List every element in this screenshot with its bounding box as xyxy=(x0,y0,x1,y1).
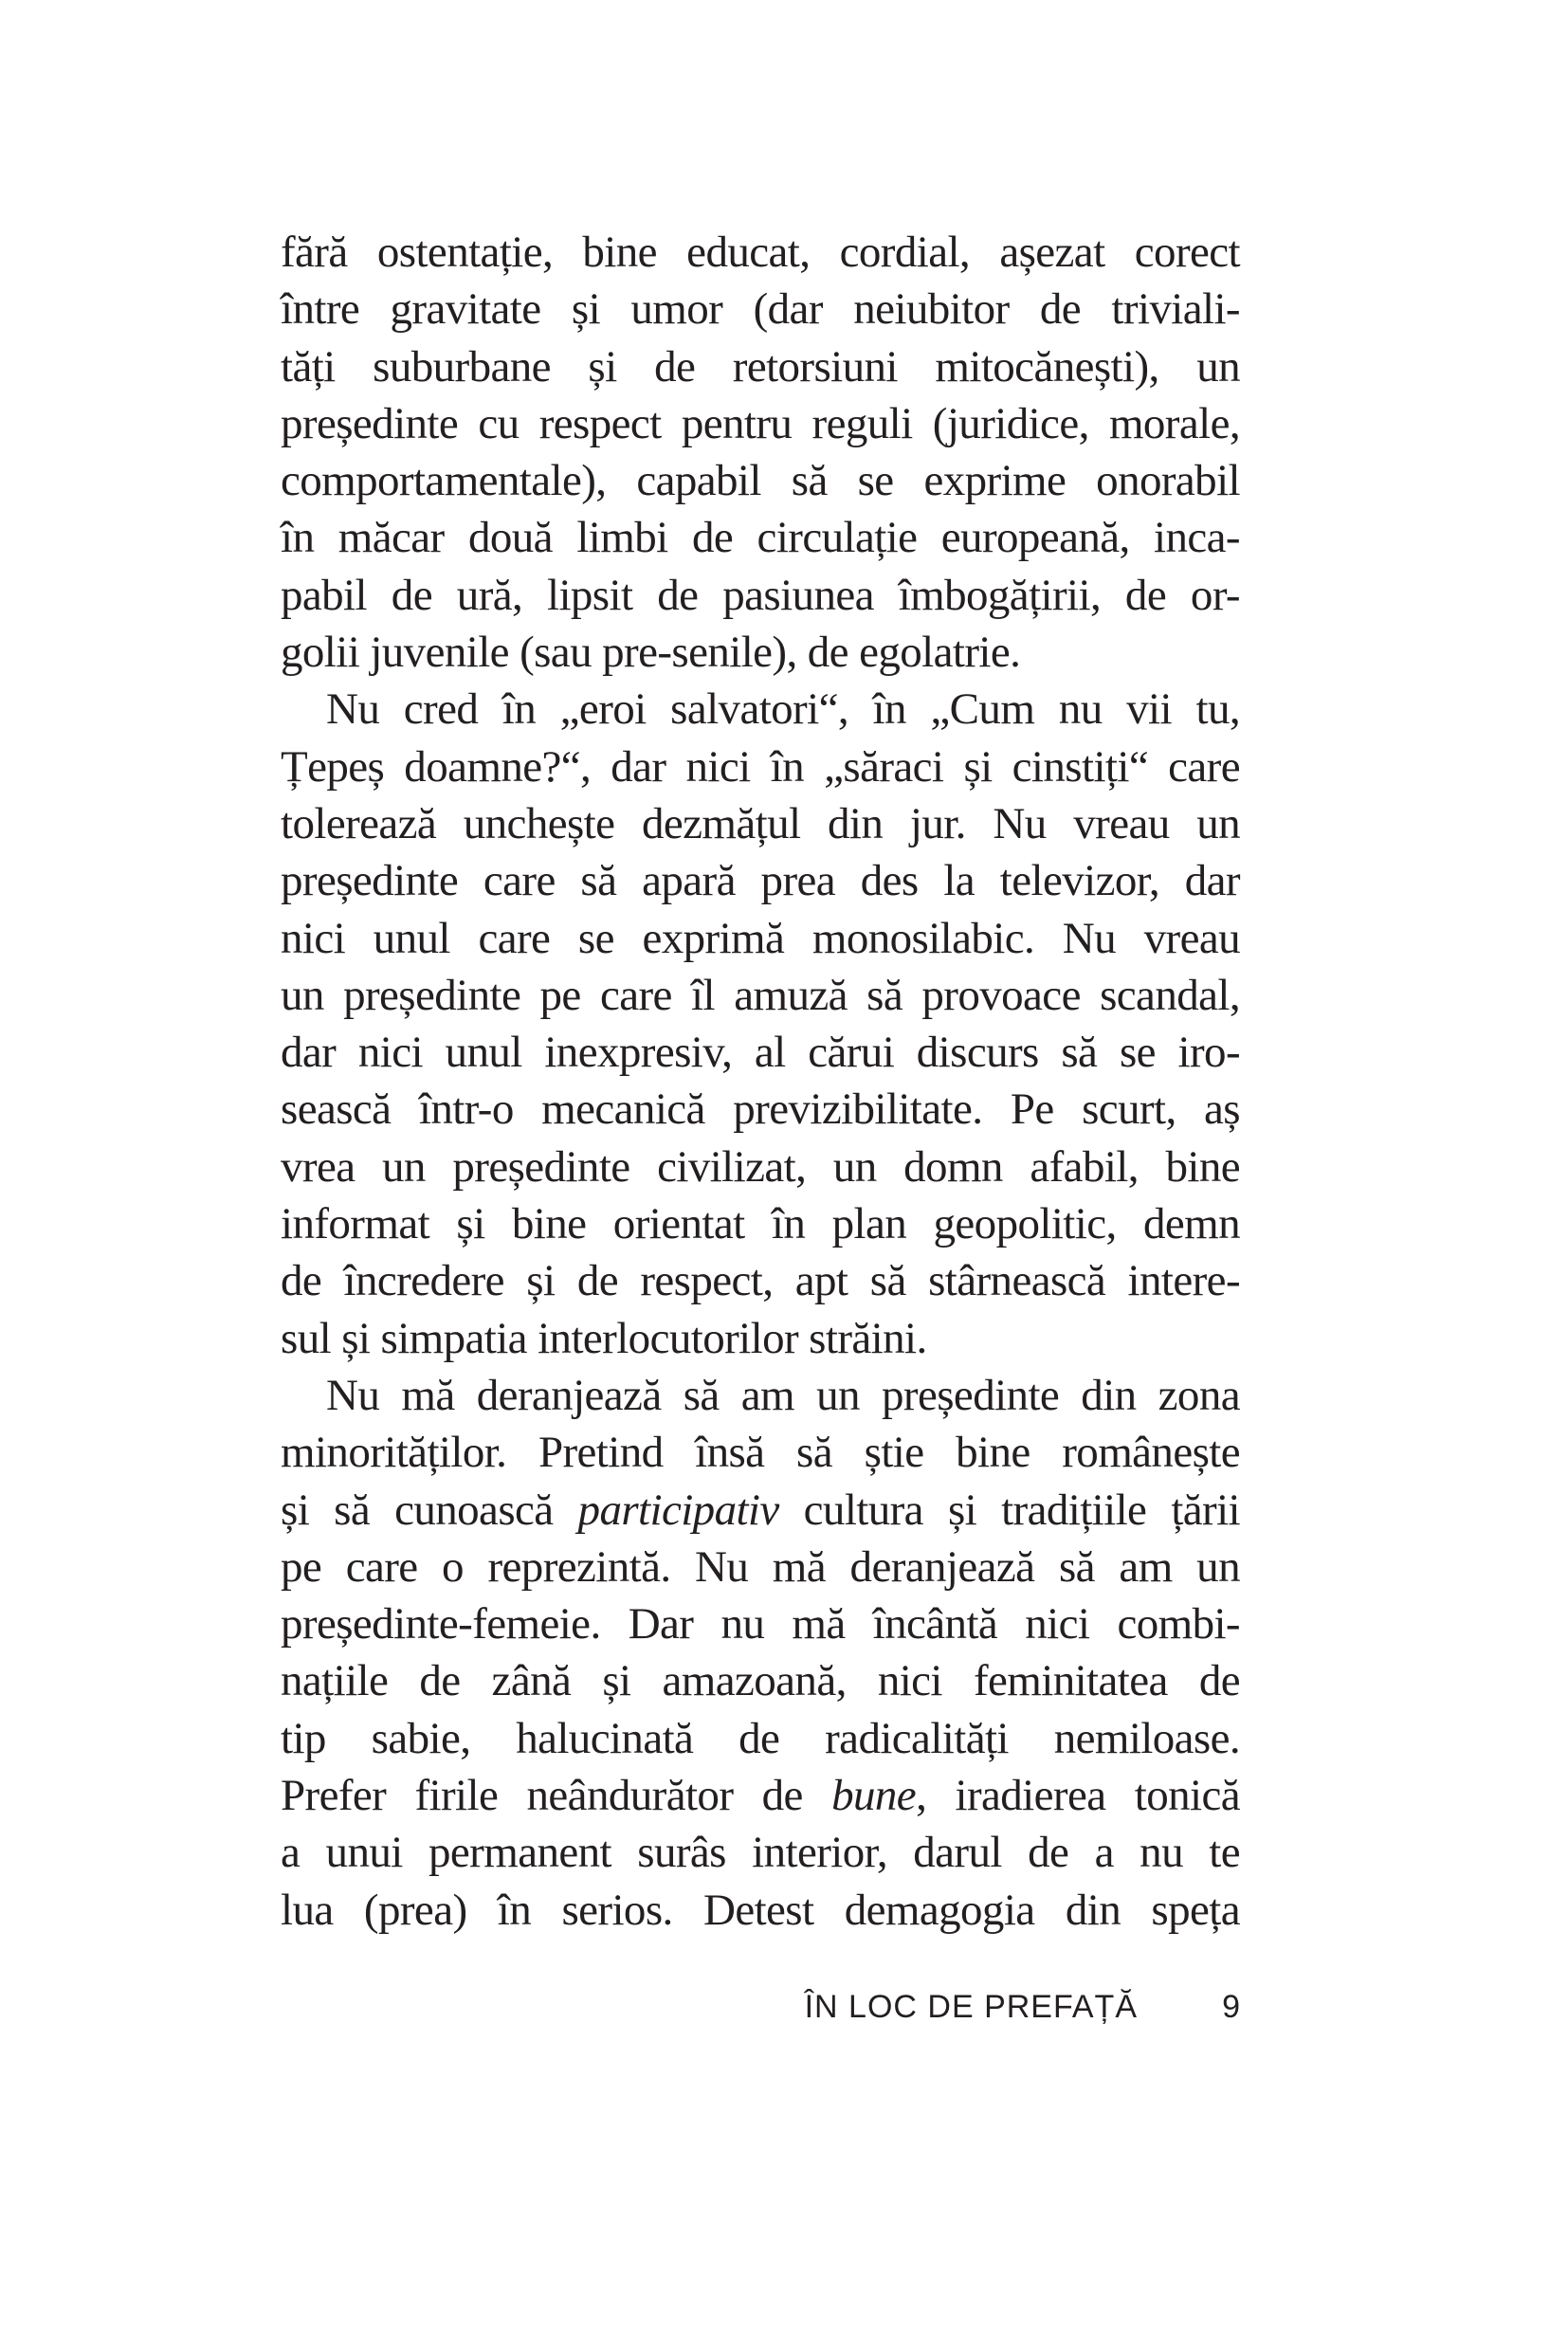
text-segment: și să cunoască xyxy=(281,1485,578,1535)
text-line xyxy=(281,281,1240,337)
text-line xyxy=(281,910,1240,967)
text-line xyxy=(281,1310,1240,1367)
text-line xyxy=(281,1767,1240,1824)
page-number: 9 xyxy=(1222,1989,1240,2025)
text-segment: președinte-femeie. Dar nu mă încântă nici combi- xyxy=(281,1599,1240,1649)
text-line xyxy=(281,1595,1240,1652)
text-line xyxy=(281,852,1240,909)
text-segment: sească într-o mecanică previzibilitate. Pe scurt, aș xyxy=(281,1084,1240,1135)
text-segment: fără ostentație, bine educat, cordial, așezat corect xyxy=(281,228,1240,277)
text-line xyxy=(281,624,1240,681)
italic-emphasis: bune xyxy=(831,1771,917,1821)
text-line xyxy=(281,1539,1240,1595)
text-line xyxy=(281,567,1240,624)
text-line xyxy=(281,509,1240,566)
text-line xyxy=(281,338,1240,395)
text-segment: pabil de ură, lipsit de pasiunea îmbogățirii, de or- xyxy=(281,570,1240,620)
text-segment: de încredere și de respect, apt să stârnească intere- xyxy=(281,1256,1240,1306)
text-line xyxy=(281,1824,1240,1881)
text-line xyxy=(281,452,1240,509)
text-segment: cultura și tradițiile țării xyxy=(778,1485,1241,1535)
running-head: ÎN LOC DE PREFAȚĂ xyxy=(804,1989,1138,2025)
text-segment: nici unul care se exprimă monosilabic. Nu vreau xyxy=(281,913,1240,963)
text-segment: sul și simpatia interlocutorilor străini. xyxy=(281,1313,927,1363)
text-segment: a unui permanent surâs interior, darul de a nu te xyxy=(281,1828,1240,1878)
text-segment: națiile de zână și amazoană, nici feminitatea de xyxy=(281,1656,1240,1706)
text-line xyxy=(281,1652,1240,1709)
body-text xyxy=(281,224,1240,1939)
text-segment: tăți suburbane și de retorsiuni mitocănești), un xyxy=(281,341,1240,392)
text-segment: președinte cu respect pentru reguli (juridice, morale, xyxy=(281,398,1240,448)
italic-emphasis: participativ xyxy=(577,1485,779,1535)
text-line xyxy=(281,795,1240,852)
text-line xyxy=(281,395,1240,452)
page-footer xyxy=(281,1989,1240,2036)
text-line xyxy=(281,1482,1240,1539)
text-segment: dar nici unul inexpresiv, al cărui discurs să se iro- xyxy=(281,1028,1240,1078)
text-segment: un președinte pe care îl amuză să provoace scandal, xyxy=(281,970,1240,1020)
text-segment: Nu cred în „eroi salvatori“, în „Cum nu vii tu, xyxy=(326,684,1240,735)
text-line xyxy=(281,224,1240,281)
text-segment: tolerează unchește dezmățul din jur. Nu vreau un xyxy=(281,798,1240,848)
text-segment: tip sabie, halucinată de radicalități nemiloase. xyxy=(281,1713,1240,1763)
text-segment: Țepeș doamne?“, dar nici în „săraci și cinstiți“ care xyxy=(281,741,1240,792)
text-line xyxy=(281,1252,1240,1309)
text-segment: , iradierea tonică xyxy=(916,1771,1240,1821)
text-segment: vrea un președinte civilizat, un domn afabil, bine xyxy=(281,1141,1240,1192)
text-line xyxy=(281,1081,1240,1138)
text-line xyxy=(281,738,1240,795)
text-segment: lua (prea) în serios. Detest demagogia din speța xyxy=(281,1885,1240,1935)
text-segment: pe care o reprezintă. Nu mă deranjează să am un xyxy=(281,1541,1240,1592)
paragraph-first-line xyxy=(281,1367,1240,1424)
text-segment: Nu mă deranjează să am un președinte din zona xyxy=(326,1370,1240,1420)
text-segment: minorităților. Pretind însă să știe bine românește xyxy=(281,1428,1240,1478)
text-line xyxy=(281,967,1240,1024)
text-line xyxy=(281,1710,1240,1767)
text-line xyxy=(281,1882,1240,1939)
text-segment: informat și bine orientat în plan geopolitic, demn xyxy=(281,1199,1240,1249)
text-segment: președinte care să apară prea des la televizor, dar xyxy=(281,856,1240,906)
text-line xyxy=(281,1139,1240,1195)
text-segment: în măcar două limbi de circulație europeană, inca- xyxy=(281,513,1240,563)
text-segment: Prefer firile neândurător de xyxy=(281,1771,832,1821)
text-line xyxy=(281,1024,1240,1081)
text-line xyxy=(281,1195,1240,1252)
paragraph-first-line xyxy=(281,681,1240,738)
text-segment: între gravitate și umor (dar neiubitor de triviali- xyxy=(281,284,1240,335)
text-segment: golii juvenile (sau pre-senile), de egolatrie. xyxy=(281,628,1021,678)
text-line xyxy=(281,1424,1240,1481)
text-segment: comportamentale), capabil să se exprime onorabil xyxy=(281,456,1240,506)
